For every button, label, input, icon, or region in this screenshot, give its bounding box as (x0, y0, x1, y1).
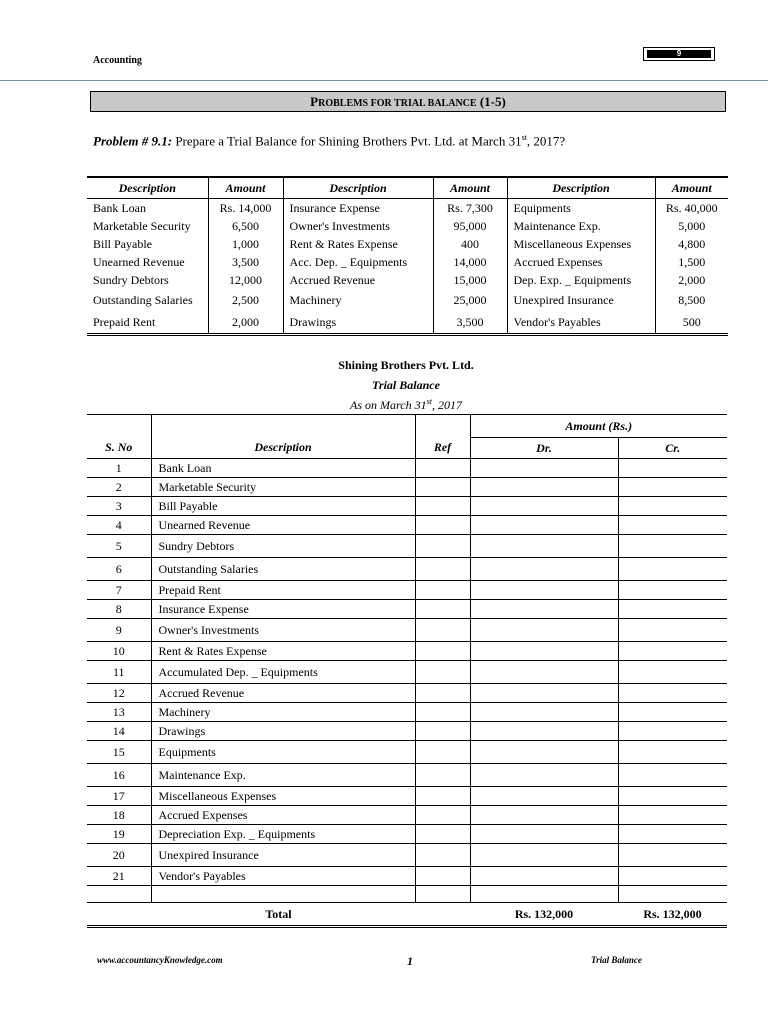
tb-blank-cell[interactable] (87, 886, 151, 903)
data-table-description: Miscellaneous Expenses (507, 235, 655, 253)
tb-sno: 5 (87, 535, 151, 558)
tb-cr-cell[interactable] (618, 825, 727, 844)
tb-header-cr: Cr. (618, 438, 727, 459)
data-table-description: Insurance Expense (283, 199, 433, 218)
data-table-description: Vendor's Payables (507, 311, 655, 335)
tb-header-description: Description (151, 438, 415, 459)
tb-cr-cell[interactable] (618, 459, 727, 478)
tb-dr-cell[interactable] (470, 825, 618, 844)
tb-description: Marketable Security (151, 478, 415, 497)
title-range: (1-5) (476, 94, 506, 109)
tb-header-spacer (415, 415, 470, 438)
tb-header-spacer (87, 415, 151, 438)
tb-cr-cell[interactable] (618, 806, 727, 825)
tb-row (87, 844, 727, 867)
data-table-amount: 2,000 (655, 271, 728, 289)
data-table-description: Rent & Rates Expense (283, 235, 433, 253)
problem-statement (93, 133, 565, 149)
tb-ref-cell[interactable] (415, 787, 470, 806)
tb-ref-cell[interactable] (415, 600, 470, 619)
tb-cr-cell[interactable] (618, 600, 727, 619)
tb-cr-cell[interactable] (618, 516, 727, 535)
tb-description: Maintenance Exp. (151, 764, 415, 787)
data-table-description: Owner's Investments (283, 217, 433, 235)
tb-ref-cell[interactable] (415, 722, 470, 741)
data-table-amount: 500 (655, 311, 728, 335)
data-table-row (87, 235, 728, 253)
tb-description: Vendor's Payables (151, 867, 415, 886)
tb-ref-cell[interactable] (415, 741, 470, 764)
tb-header-sno: S. No (87, 438, 151, 459)
tb-description: Drawings (151, 722, 415, 741)
data-table-row (87, 311, 728, 335)
tb-description: Accrued Revenue (151, 684, 415, 703)
trial-balance-table (87, 414, 727, 928)
tb-row (87, 825, 727, 844)
problem-text: Prepare a Trial Balance for Shining Brothers Pvt. Ltd. at March 31 (172, 133, 522, 149)
tb-dr-cell[interactable] (470, 741, 618, 764)
problem-data-table (87, 176, 728, 336)
tb-ref-cell[interactable] (415, 558, 470, 581)
tb-dr-cell[interactable] (470, 600, 618, 619)
data-table-description: Outstanding Salaries (93, 293, 193, 307)
tb-sno: 20 (87, 844, 151, 867)
data-table-amount: 15,000 (433, 271, 507, 289)
tb-description: Equipments (151, 741, 415, 764)
tb-sno: 16 (87, 764, 151, 787)
trial-balance-date-text: As on March 31 (350, 398, 427, 412)
tb-ref-cell[interactable] (415, 844, 470, 867)
tb-ref-cell[interactable] (415, 806, 470, 825)
data-table-amount: 5,000 (655, 217, 728, 235)
data-table-description: Drawings (283, 311, 433, 335)
tb-blank-cell[interactable] (618, 886, 727, 903)
tb-dr-cell[interactable] (470, 581, 618, 600)
tb-dr-cell[interactable] (470, 787, 618, 806)
footer-page-number: 1 (407, 954, 413, 968)
tb-row (87, 459, 727, 478)
tb-dr-cell[interactable] (470, 478, 618, 497)
data-table-amount: 12,000 (208, 271, 283, 289)
data-table-amount: 400 (433, 235, 507, 253)
tb-row (87, 558, 727, 581)
tb-cr-cell[interactable] (618, 535, 727, 558)
data-table-amount: Rs. 7,300 (433, 199, 507, 218)
data-table-row (87, 271, 728, 289)
tb-row (87, 787, 727, 806)
tb-ref-cell[interactable] (415, 581, 470, 600)
data-table-row (87, 217, 728, 235)
tb-description: Rent & Rates Expense (151, 642, 415, 661)
tb-ref-cell[interactable] (415, 497, 470, 516)
tb-description: Unexpired Insurance (151, 844, 415, 867)
section-title-bar (90, 91, 726, 112)
tb-description: Unearned Revenue (151, 516, 415, 535)
tb-ref-cell[interactable] (415, 661, 470, 684)
header-page-number-box (643, 47, 715, 61)
tb-dr-cell[interactable] (470, 619, 618, 642)
tb-description: Bank Loan (151, 459, 415, 478)
tb-cr-cell[interactable] (618, 497, 727, 516)
data-table-amount: 14,000 (433, 253, 507, 271)
data-table-amount: 2,000 (208, 311, 283, 335)
tb-ref-cell[interactable] (415, 867, 470, 886)
tb-sno: 6 (87, 558, 151, 581)
tb-blank-cell[interactable] (470, 886, 618, 903)
tb-ref-cell[interactable] (415, 642, 470, 661)
data-table-header: Amount (655, 177, 728, 199)
data-table-description: Bill Payable (93, 237, 152, 251)
tb-description: Insurance Expense (151, 600, 415, 619)
tb-row (87, 703, 727, 722)
tb-row (87, 867, 727, 886)
tb-description: Owner's Investments (151, 619, 415, 642)
tb-cr-cell[interactable] (618, 661, 727, 684)
tb-description: Prepaid Rent (151, 581, 415, 600)
tb-cr-cell[interactable] (618, 764, 727, 787)
tb-header-ref: Ref (415, 438, 470, 459)
data-table-header: Description (283, 177, 433, 199)
data-table-amount: 1,000 (208, 235, 283, 253)
tb-dr-cell[interactable] (470, 642, 618, 661)
tb-description: Accrued Expenses (151, 806, 415, 825)
tb-total-row (87, 903, 727, 927)
data-table-description: Prepaid Rent (87, 311, 208, 335)
footer-website[interactable]: www.accountancyKnowledge.com (97, 955, 223, 965)
tb-sno: 11 (87, 661, 151, 684)
tb-sno: 13 (87, 703, 151, 722)
data-table-description: Accrued Expenses (507, 253, 655, 271)
data-table-description: Unearned Revenue (93, 255, 185, 269)
tb-sno: 7 (87, 581, 151, 600)
tb-sno: 14 (87, 722, 151, 741)
tb-row (87, 497, 727, 516)
tb-row (87, 619, 727, 642)
data-table-description: Accrued Revenue (283, 271, 433, 289)
trial-balance-company: Shining Brothers Pvt. Ltd. (338, 358, 474, 372)
data-table-amount: 25,000 (433, 289, 507, 311)
tb-ref-cell[interactable] (415, 516, 470, 535)
tb-blank-cell[interactable] (151, 886, 415, 903)
tb-sno: 1 (87, 459, 151, 478)
data-table-header: Description (87, 177, 208, 199)
data-table-amount: 95,000 (433, 217, 507, 235)
tb-row (87, 764, 727, 787)
tb-dr-cell[interactable] (470, 722, 618, 741)
tb-cr-cell[interactable] (618, 722, 727, 741)
tb-row (87, 516, 727, 535)
tb-row (87, 535, 727, 558)
tb-dr-cell[interactable] (470, 661, 618, 684)
data-table-description: Unexpired Insurance (507, 289, 655, 311)
tb-dr-cell[interactable] (470, 844, 618, 867)
data-table-description: Bank Loan (93, 201, 146, 215)
tb-description: Outstanding Salaries (151, 558, 415, 581)
data-table-amount: Rs. 14,000 (208, 199, 283, 218)
title-initial: P (310, 94, 319, 109)
tb-blank-cell[interactable] (415, 886, 470, 903)
tb-dr-cell[interactable] (470, 459, 618, 478)
header-subject: Accounting (93, 55, 142, 66)
data-table-header: Description (507, 177, 655, 199)
tb-row (87, 741, 727, 764)
tb-cr-cell[interactable] (618, 642, 727, 661)
tb-ref-cell[interactable] (415, 764, 470, 787)
tb-ref-cell[interactable] (415, 703, 470, 722)
tb-ref-cell[interactable] (415, 825, 470, 844)
data-table-row (87, 253, 728, 271)
tb-dr-cell[interactable] (470, 535, 618, 558)
tb-row (87, 478, 727, 497)
tb-ref-cell[interactable] (415, 459, 470, 478)
tb-cr-cell[interactable] (618, 581, 727, 600)
tb-cr-cell[interactable] (618, 558, 727, 581)
tb-sno: 4 (87, 516, 151, 535)
footer-topic: Trial Balance (591, 955, 642, 965)
tb-row (87, 722, 727, 741)
tb-sno: 21 (87, 867, 151, 886)
tb-sno: 15 (87, 741, 151, 764)
tb-row (87, 684, 727, 703)
tb-row (87, 600, 727, 619)
tb-sno: 17 (87, 787, 151, 806)
trial-balance-date-sup: st (426, 397, 432, 406)
tb-sno: 9 (87, 619, 151, 642)
tb-sno: 19 (87, 825, 151, 844)
problem-sup: st (521, 133, 527, 142)
data-table-description: Sundry Debtors (93, 273, 169, 287)
tb-ref-cell[interactable] (415, 619, 470, 642)
trial-balance-date (0, 397, 768, 413)
data-table-description: Marketable Security (93, 219, 191, 233)
data-table-description: Maintenance Exp. (507, 217, 655, 235)
tb-cr-cell[interactable] (618, 844, 727, 867)
trial-balance-title: Trial Balance (372, 378, 440, 392)
data-table-amount: 4,800 (655, 235, 728, 253)
tb-header-dr: Dr. (470, 438, 618, 459)
data-table-header-row (87, 177, 728, 199)
data-table-description: Equipments (507, 199, 655, 218)
data-table-row (87, 289, 728, 311)
tb-description: Depreciation Exp. _ Equipments (151, 825, 415, 844)
problem-label: Problem # 9.1: (93, 133, 173, 149)
tb-dr-cell[interactable] (470, 764, 618, 787)
tb-dr-cell[interactable] (470, 703, 618, 722)
trial-balance-date-year: , 2017 (431, 398, 462, 412)
tb-header-spacer (151, 415, 415, 438)
data-table-amount: 2,500 (208, 289, 283, 311)
tb-header-row-1 (87, 415, 727, 438)
tb-description: Machinery (151, 703, 415, 722)
data-table-amount: 6,500 (208, 217, 283, 235)
tb-cr-cell[interactable] (618, 867, 727, 886)
problem-text-end: , 2017? (526, 133, 566, 149)
tb-row (87, 661, 727, 684)
tb-header-amount: Amount (Rs.) (470, 415, 727, 438)
tb-header-row-2 (87, 438, 727, 459)
tb-description: Bill Payable (151, 497, 415, 516)
header-page-number: 9 (647, 50, 711, 58)
tb-row (87, 806, 727, 825)
tb-cr-cell[interactable] (618, 741, 727, 764)
data-table-amount: 8,500 (655, 289, 728, 311)
tb-row (87, 581, 727, 600)
tb-dr-cell[interactable] (470, 516, 618, 535)
tb-total-cr: Rs. 132,000 (618, 903, 727, 927)
title-small-caps: ROBLEMS FOR TRIAL BALANCE (318, 98, 477, 109)
data-table-amount: 3,500 (433, 311, 507, 335)
data-table-description: Acc. Dep. _ Equipments (283, 253, 433, 271)
data-table-header: Amount (433, 177, 507, 199)
tb-description: Accumulated Dep. _ Equipments (151, 661, 415, 684)
tb-dr-cell[interactable] (470, 806, 618, 825)
tb-cr-cell[interactable] (618, 619, 727, 642)
tb-sno: 12 (87, 684, 151, 703)
tb-sno: 18 (87, 806, 151, 825)
data-table-amount: Rs. 40,000 (655, 199, 728, 218)
tb-dr-cell[interactable] (470, 497, 618, 516)
data-table-amount: 3,500 (208, 253, 283, 271)
tb-cr-cell[interactable] (618, 478, 727, 497)
data-table-description: Dep. Exp. _ Equipments (507, 271, 655, 289)
tb-sno: 3 (87, 497, 151, 516)
tb-ref-cell[interactable] (415, 478, 470, 497)
data-table-description: Machinery (283, 289, 433, 311)
tb-sno: 2 (87, 478, 151, 497)
data-table-header: Amount (208, 177, 283, 199)
tb-blank-row (87, 886, 727, 903)
data-table-amount: 1,500 (655, 253, 728, 271)
tb-cr-cell[interactable] (618, 787, 727, 806)
tb-row (87, 642, 727, 661)
tb-sno: 8 (87, 600, 151, 619)
tb-description: Sundry Debtors (151, 535, 415, 558)
tb-cr-cell[interactable] (618, 703, 727, 722)
header-rule (0, 80, 768, 81)
tb-dr-cell[interactable] (470, 684, 618, 703)
tb-sno: 10 (87, 642, 151, 661)
tb-dr-cell[interactable] (470, 867, 618, 886)
tb-ref-cell[interactable] (415, 684, 470, 703)
tb-dr-cell[interactable] (470, 558, 618, 581)
data-table-row (87, 199, 728, 218)
tb-total-dr: Rs. 132,000 (470, 903, 618, 927)
tb-cr-cell[interactable] (618, 684, 727, 703)
tb-total-label: Total (87, 903, 470, 927)
tb-description: Miscellaneous Expenses (151, 787, 415, 806)
tb-ref-cell[interactable] (415, 535, 470, 558)
